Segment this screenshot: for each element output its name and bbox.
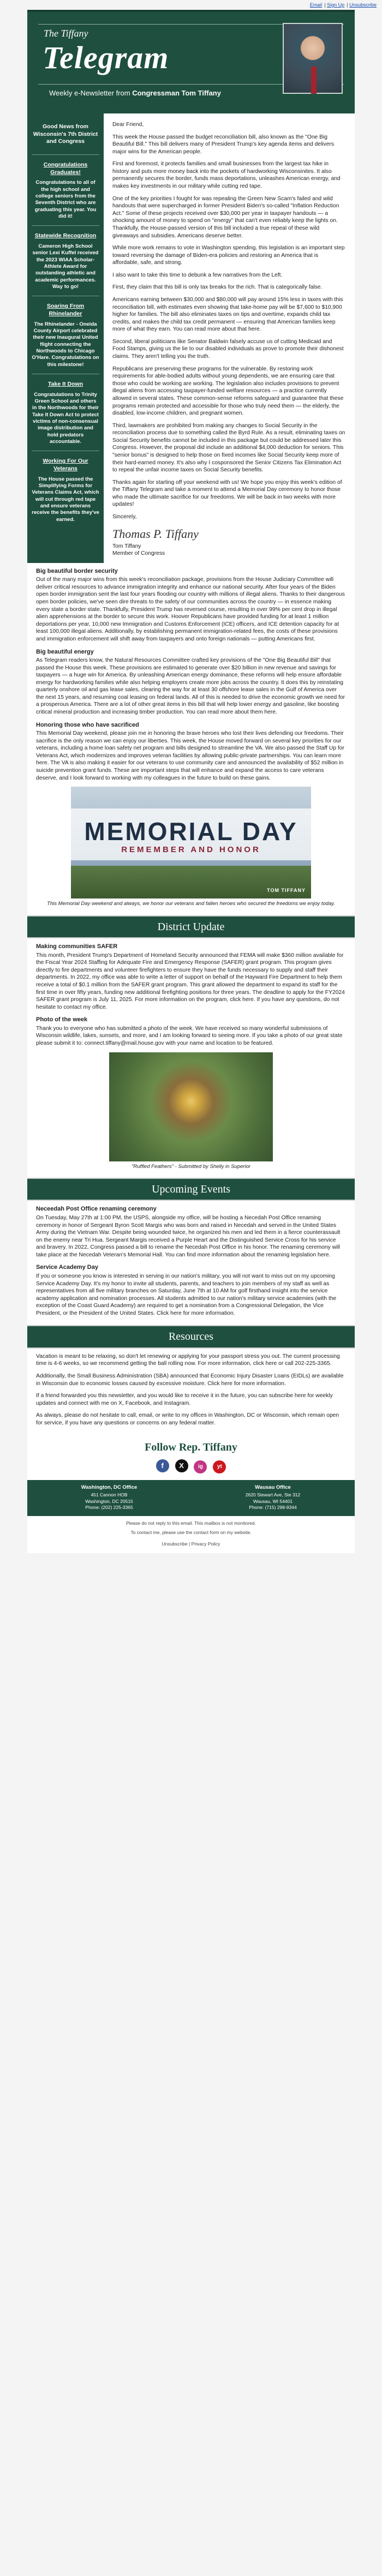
resource-text: If a friend forwarded you this newsletter, and you would like to receive it in the future, you can subscribe here for weekly updates and connect with me on X, Facebook, and Instagram. bbox=[36, 1393, 333, 1406]
section-text: On Tuesday, May 27th at 1:00 PM, the USPS, alongside my office, will be hosting a Necedah Post Office renaming ceremony in honor of Sergeant Byron Scott Margis who was born and raised in Necedah and served in the United States Army during the Vietnam War. Despite being wounded twice, he organized his men and led them in a fierce counterassault on the enemy near Tri Hua. Sergeant Margis received a Purple Heart and the Distinguished Service Cross for his service and bravery. In 2022, Congress passed a bill to rename the Necedah Post Office in his honor. The renaming ceremony will take place at the Necedah Veteran's Memorial Hall. You can find more information about the renaming legislation here. bbox=[36, 1214, 341, 1258]
office-line: Phone: (202) 225-3365 bbox=[85, 1504, 133, 1510]
office-line: Washington, DC 20515 bbox=[85, 1498, 133, 1504]
sidebar-heading: Soaring From Rhinelander bbox=[46, 303, 85, 317]
photo-of-the-week bbox=[109, 1052, 273, 1161]
section-heading: Service Academy Day bbox=[36, 1264, 98, 1271]
sidebar-section bbox=[32, 158, 99, 226]
letter-paragraph: First, they claim that this bill is only tax breaks for the rich. That is categorically false. bbox=[112, 284, 323, 291]
resources bbox=[27, 1349, 355, 1435]
resources-ribbon: Resources bbox=[27, 1325, 355, 1348]
section-text: This month, President Trump's Department of Homeland Security announced that FEMA will make $360 million available for the Fiscal Year 2024 Staffing for Adequate Fire and Emergency Response (SAFER) grant program. This program gives directly to fire departments and volunteer firefighters to ensure they have the funds necessary to supply and staff their departments. In 2022, my office was able to write a letter of support on behalf of the Hayward Fire Department to help them receive a total of $0.1 million from the SAFER grant program. This grant allowed the department to expand its staff for the first time in over fifty years, funding new additional firefighting positions for three years. The deadline to apply for the FY2024 SAFER grant program is July 11, 2025. For more information on the program, click here. If you have any questions, do not hesitate to contact my office. bbox=[36, 952, 345, 1010]
letter-paragraph: Third, lawmakers are prohibited from making any changes to Social Security in the reconciliation process due to something called the Byrd Rule. As a result, eliminating taxes on Social Security benefits cannot be included in this package but could be addressed later this Congress. However, the proposal did include an additional $4,000 deduction for seniors. This "senior bonus" is designed to help those on fixed incomes like Social Security keep more of their hard-earned money. It's also why I cosponsored the Senior Citizens Tax Elimination Act to repeal the unfair income taxes on Social Security benefits. bbox=[112, 422, 345, 474]
instagram-icon[interactable]: ig bbox=[194, 1460, 207, 1473]
congressman-portrait bbox=[283, 23, 343, 94]
sidebar-heading: Congratulations Graduates! bbox=[43, 161, 88, 176]
youtube-icon[interactable]: yt bbox=[213, 1460, 226, 1473]
letter-closing: Sincerely, bbox=[112, 514, 137, 520]
signature: Thomas P. Tiffany bbox=[112, 526, 199, 541]
section-text: If you or someone you know is interested in serving in our nation's military, you will not want to miss out on my upcoming Service Academy Day. It's my honor to invite all students, parents, and teachers to join members of my staff as well as representatives from all five military branches on Saturday, June 7th at 10 AM for golf firsthand insight into the service academy application and nomination processes. All students admitted to our nation's military service academies (with the exception of the Coast Guard Academy) are required to get a nomination from a Congressional Delegation, the Vice President, or the President of the United States. Click here for more information. bbox=[36, 1273, 337, 1316]
letter-paragraph: First and foremost, it protects families and small businesses from the largest tax hike in history and puts more money back into the pockets of hardworking Wisconsinites. It also permanently secures the border, funds mass deportations, unleashes American energy, and makes key investments in our military while cutting red tape. bbox=[112, 161, 341, 190]
memorial-logo: TOM TIFFANY bbox=[267, 888, 306, 894]
sidebar-section bbox=[32, 229, 99, 296]
x-icon[interactable]: X bbox=[175, 1459, 188, 1472]
section-text: Thank you to everyone who has submitted a photo of the week. We have received so many wonderful submissions of Wisconsin wildlife, lakes, sunsets, and more, and I am looking forward to seeing more. If you take a photo of our great state please submit it to: connect.tiffany@mail.house.gov with your name and location to be featured. bbox=[36, 1025, 343, 1046]
section-text: As Telegram readers know, the Natural Resources Committee crafted key provisions of the "One Big Beautiful Bill" that passed the House this week. These provisions are estimated to generate over $20 billion in new revenue and savings for taxpayers — a huge win for America. By unleashing American energy dominance, these reforms will help ensure affordable energy for hardworking families while also helping employers create more jobs across the country. It does this by reinstating quarterly onshore oil and gas lease sales, clearing the way for at least 30 offshore lease sales in the Gulf of America over the next 15 years, and resuming coal leasing on federal lands. All of this is needed to drive the economic growth we need for a prosperous America. There are a lot of other great items in this bill that will help lower energy and gasoline, like boosting critical mineral production and increasing timber production. You can read more about them here. bbox=[36, 657, 345, 716]
memorial-subtitle: REMEMBER AND HONOR bbox=[121, 845, 261, 855]
office-line: Phone: (715) 298-9344 bbox=[249, 1504, 297, 1510]
office-wausau bbox=[191, 1484, 355, 1511]
section-heading: Neceedah Post Office renaming ceremony bbox=[36, 1206, 157, 1213]
letter-paragraph: Americans earning between $30,000 and $80,000 will pay around 15% less in taxes with this reconciliation bill, with estimates even showing that take-home pay will be $7,600 to $10,900 higher for families. The bill also eliminates taxes on tips and overtime, expands child tax credits, and makes the child tax credit permanent — ensuring that American families keep more of what they earn. You can read more about that here. bbox=[112, 296, 343, 333]
sidebar-text: The Rhinelander - Oneida County Airport celebrated their new Inaugural United flight connecting the Northwoods to Chicago O'Hare. Congratulations on this milestone! bbox=[32, 321, 99, 368]
sidebar-text: Congratulations to Trinity Green School and others in the Northwoods for their Take It Down Act to protect victims of non-consensual image distribution and hold predators accountable. bbox=[32, 391, 99, 445]
topbar-signup-link[interactable]: Sign Up bbox=[327, 2, 345, 8]
section-heading: Big beautiful energy bbox=[36, 648, 94, 655]
letter-paragraph: Second, liberal politicians like Senator Baldwin falsely accuse us of cutting Medicaid and Food Stamps, giving us the lie to our disabled individuals as prove to promote their dishonest claims. They aren't telling you the truth. bbox=[112, 338, 344, 360]
district-update-ribbon: District Update bbox=[27, 915, 355, 938]
facebook-icon[interactable]: f bbox=[156, 1459, 169, 1472]
sidebar-section bbox=[32, 120, 99, 155]
sidebar-text: The House passed the Simplifying Forms for Veterans Claims Act, which will cut through red tape and ensure veterans receive the benefits they've earned. bbox=[32, 476, 99, 523]
legislative-updates bbox=[27, 563, 355, 915]
section-text: Out of the many major wins from this week's reconciliation package, provisions from the House Judiciary Committee will deliver critical resources to advance immigration integrity and enhance our national security. After four years of the Biden open border immigration sent the last four years flooding our country with millions of illegal aliens. Thanks to their dangerous open border policies, we've seen dire threats to the safety of our communities across the country — in essence making every state a border state. Thankfully, President Trump has reversed course, resulting in over 99% per cent drop in illegal alien apprehensions at the border to secure this work. Hoover Republicans have provided funding for at least 1 million deportations per year, 10,000 new Immigration and Customs Enforcement (ICE) officers, and ICE detention capacity for at least 100,000 illegal aliens. Additionally, by establishing permanent immigration-related fees, the costs of these provisions and immigration enforcement will shift away from taxpayers and onto foreign nationals — putting Americans first. bbox=[36, 577, 345, 642]
sign-name: Tom Tiffany bbox=[112, 543, 141, 549]
sidebar-heading: Good News from Wisconsin's 7th District and Congress bbox=[33, 123, 98, 145]
section-heading: Photo of the week bbox=[36, 1016, 88, 1023]
topbar-unsubscribe-link[interactable]: Unsubscribe bbox=[349, 2, 377, 8]
unsubscribe-links[interactable]: Unsubscribe | Privacy Policy bbox=[162, 1541, 220, 1547]
letter-paragraph: Thanks again for starting off your weekend with us! We hope you enjoy this week's edition of the Tiffany Telegram and take a moment to attend a Memorial Day ceremony to honor those who made the ultimate sacrifice for our freedoms. We will be back in two weeks with more updates! bbox=[112, 479, 342, 508]
letter-paragraph: I also want to take this time to debunk a few narratives from the Left. bbox=[112, 272, 283, 278]
memorial-caption: This Memorial Day weekend and always, we honor our veterans and fallen heroes who secured the freedoms we enjoy today. bbox=[47, 901, 335, 907]
sidebar-heading: Statewide Recognition bbox=[34, 232, 97, 239]
body-columns bbox=[27, 113, 355, 563]
memorial-title: MEMORIAL DAY bbox=[84, 817, 298, 846]
topbar-email-link[interactable]: Email bbox=[309, 2, 323, 8]
office-name: Wausau Office bbox=[255, 1484, 291, 1490]
office-name: Washington, DC Office bbox=[81, 1484, 138, 1490]
sign-title: Member of Congress bbox=[112, 550, 165, 557]
sidebar-heading: Working For Our Veterans bbox=[43, 458, 88, 472]
tagline-name: Congressman Tom Tiffany bbox=[132, 89, 221, 97]
header-big-title: Telegram bbox=[43, 40, 169, 75]
events bbox=[27, 1201, 355, 1325]
letter-paragraph: While more work remains to vote in Washington spending, this legislation is an important step toward reversing the damage of Biden-era policies and restoring an America that is affordable, safe, and strong. bbox=[112, 245, 345, 266]
follow-title: Follow Rep. Tiffany bbox=[145, 1441, 237, 1454]
office-footer bbox=[27, 1480, 355, 1516]
resource-text: As always, please do not hesitate to call, email, or write to my offices in Washington, DC or Wisconsin, which remain open for service, if you have any questions or concerns on any federal matter. bbox=[36, 1412, 339, 1426]
office-dc bbox=[27, 1484, 191, 1511]
photo-caption: "Ruffled Feathers" - Submitted by Shelly in Superior bbox=[132, 1163, 250, 1170]
sidebar-section bbox=[32, 454, 99, 529]
letter-greeting: Dear Friend, bbox=[112, 122, 144, 128]
sidebar-text: Congratulations to all of the high school and college seniors from the Seventh District who are graduating this year. You did it! bbox=[34, 179, 97, 219]
letter-paragraph: Republicans are preserving these programs for the vulnerable. By restoring work requirements for able-bodied adults without young dependents, we are ensuring care that those who could be working are working. The legislation also includes provisions to prevent illegal aliens from accessing taxpayer-funded welfare resources — a practice currently allowed in several states. These common-sense reforms safeguard and guarantee that these programs remain protected and accessible for those who truly need them — the elderly, the disabled, low-income children, and pregnant women. bbox=[112, 366, 344, 417]
topbar: Email | Sign Up | Unsubscribe bbox=[0, 0, 382, 10]
office-line: 451 Cannon HOB bbox=[91, 1492, 128, 1498]
sidebar-section bbox=[32, 299, 99, 374]
office-line: Wausau, WI 54401 bbox=[253, 1498, 293, 1504]
header-banner bbox=[27, 10, 355, 113]
section-heading: Honoring those who have sacrificed bbox=[36, 721, 139, 728]
letter bbox=[104, 113, 355, 563]
tagline-prefix: Weekly e-Newsletter from bbox=[49, 89, 130, 97]
resource-text: Additionally, the Small Business Administration (SBA) announced that Economic Injury Disaster Loans (EIDLs) are available in Wisconsin due to economic losses caused by excessive moisture. Click here for more information. bbox=[36, 1373, 344, 1387]
upcoming-events-ribbon: Upcoming Events bbox=[27, 1178, 355, 1201]
follow-section bbox=[27, 1435, 355, 1479]
memorial-day-image bbox=[71, 787, 311, 898]
office-line: 2620 Stewart Ave, Ste 312 bbox=[245, 1492, 301, 1498]
letter-paragraph: One of the key priorities I fought for was repealing the Green New Scam's failed and wild handouts that were supercharged in former President Biden's so-called "Inflation Reduction Act." Some of these projects received over $30,000 per year in taxpayer handouts — a shocking amount of money to spend on "energy" that can't even reliably keep the lights on. Thankfully, the House-passed version of this bill included a true repeal of these wild giveaways and subsidies. Americans deserve better. bbox=[112, 195, 339, 239]
section-text: This Memorial Day weekend, please join me in honoring the brave heroes who lost their lives defending our freedoms. Their sacrifice is the only reason we can enjoy our liberties. This week, the House moved forward on several key priorities for our veterans, including a home loan safety net program and bills designed to streamline the VA. We also passed the Staff Up for Veterans Act, which modernizes and improves veteran facilities by allowing public-private partnerships. You can learn more here. The VA is also making it easier for our veterans to use community care and announced the availability of $52 million in suicide prevention grant funds. These are important steps that will enhance and expand the access to care veterans deserve, and I look forward to working with my colleagues in the future to build on these gains. bbox=[36, 730, 344, 781]
section-heading: Making communities SAFER bbox=[36, 943, 118, 950]
resource-text: Vacation is meant to be relaxing, so don't let renewing or applying for your passport stress you out. The current processing time is 4-6 weeks, so we recommend getting the ball rolling now. For more information, click here or call 202-225-3365. bbox=[36, 1353, 340, 1367]
legal-note-2: To contact me, please use the contact form on my website. bbox=[130, 1530, 252, 1536]
section-heading: Big beautiful border security bbox=[36, 567, 118, 574]
header-small-title: The Tiffany bbox=[44, 28, 88, 39]
sidebar-text: Cameron High School senior Lexi Kuffel received the 2023 WIAA Scholar-Athlete Award for outstanding athletic and academic performances. Way to go! bbox=[32, 243, 99, 290]
letter-paragraph: This week the House passed the budget reconciliation bill, also known as the "One Big Beautiful Bill." This bill delivers many of President Trump's key agenda items and delivers major wins for the American people. bbox=[112, 134, 335, 155]
legal-note: Please do not reply to this email. This mailbox is not monitored. bbox=[126, 1520, 256, 1526]
sidebar-section bbox=[32, 378, 99, 451]
header-tagline bbox=[49, 88, 221, 98]
sidebar bbox=[27, 113, 104, 563]
newsletter bbox=[27, 10, 355, 1553]
sidebar-heading: Take It Down bbox=[48, 381, 83, 387]
district-updates bbox=[27, 938, 355, 1178]
